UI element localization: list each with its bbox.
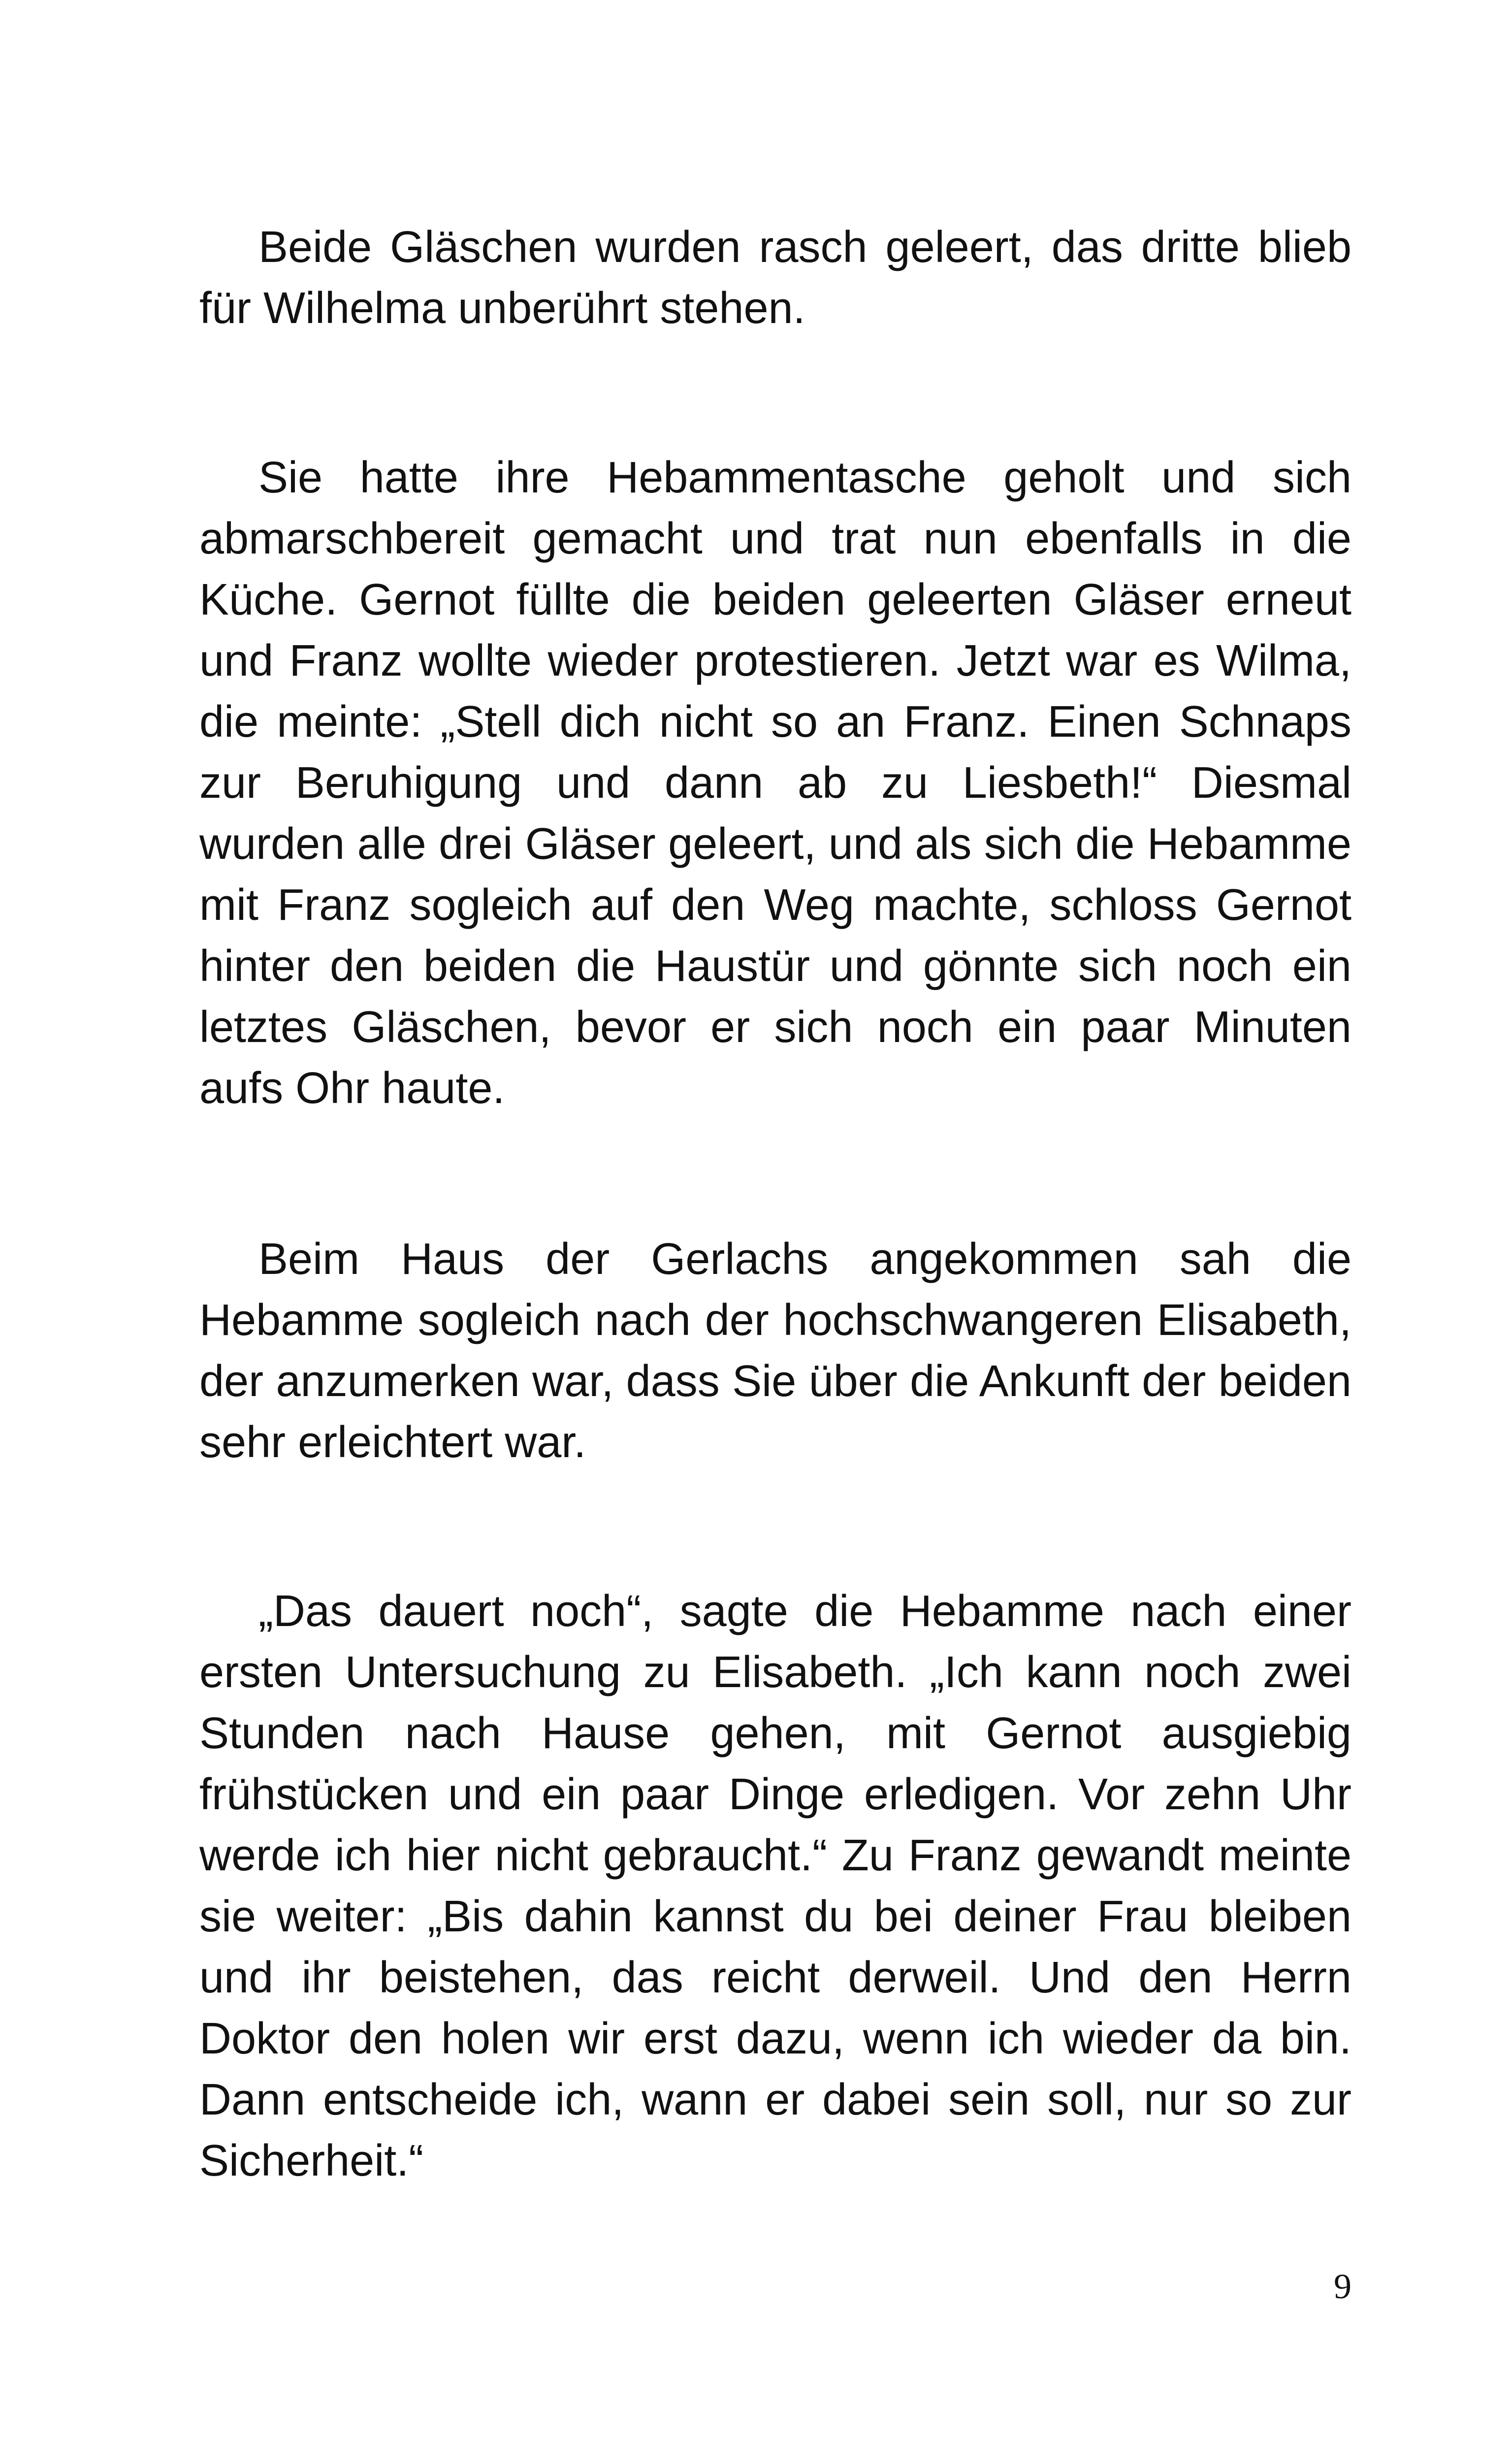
page-number: 9 [1334,2267,1351,2306]
paragraph-1: Beide Gläschen wurden rasch geleert, das dritte blieb für Wilhelma unberührt stehen. [199,223,1351,333]
paragraph-3: Beim Haus der Gerlachs angekommen sah die Hebamme sogleich nach der hochschwangeren Elisabeth, der anzumerken war, dass Sie über die Ankunft der beiden sehr erleichtert war. [199,1235,1351,1467]
paragraph-4: „Das dauert noch“, sagte die Hebamme nach einer ersten Untersuchung zu Elisabeth. „Ich kann noch zwei Stunden nach Hause gehen, mit Gernot ausgiebig frühstücken und ein paar Dinge erledigen. Vor zehn Uhr werde ich hier nicht gebraucht.“ Zu Franz gewandt meinte sie weiter: „Bis dahin kannst du bei deiner Frau bleiben und ihr beistehen, das reicht derweil. Und den Herrn Doktor den holen wir erst dazu, wenn ich wieder da bin. Dann entscheide ich, wann er dabei sein soll, nur so zur Sicherheit.“ [199,1587,1351,2185]
paragraph-2: Sie hatte ihre Hebammentasche geholt und sich abmarschbereit gemacht und trat nun ebenfalls in die Küche. Gernot füllte die beiden geleerten Gläser erneut und Franz wollte wieder protestieren. Jetzt war es Wilma, die meinte: „Stell dich nicht so an Franz. Einen Schnaps zur Beruhigung und dann ab zu Liesbeth!“ Diesmal wurden alle drei Gläser geleert, und als sich die Hebamme mit Franz sogleich auf den Weg machte, schloss Gernot hinter den beiden die Haustür und gönnte sich noch ein letztes Gläschen, bevor er sich noch ein paar Minuten aufs Ohr haute. [199,453,1351,1113]
